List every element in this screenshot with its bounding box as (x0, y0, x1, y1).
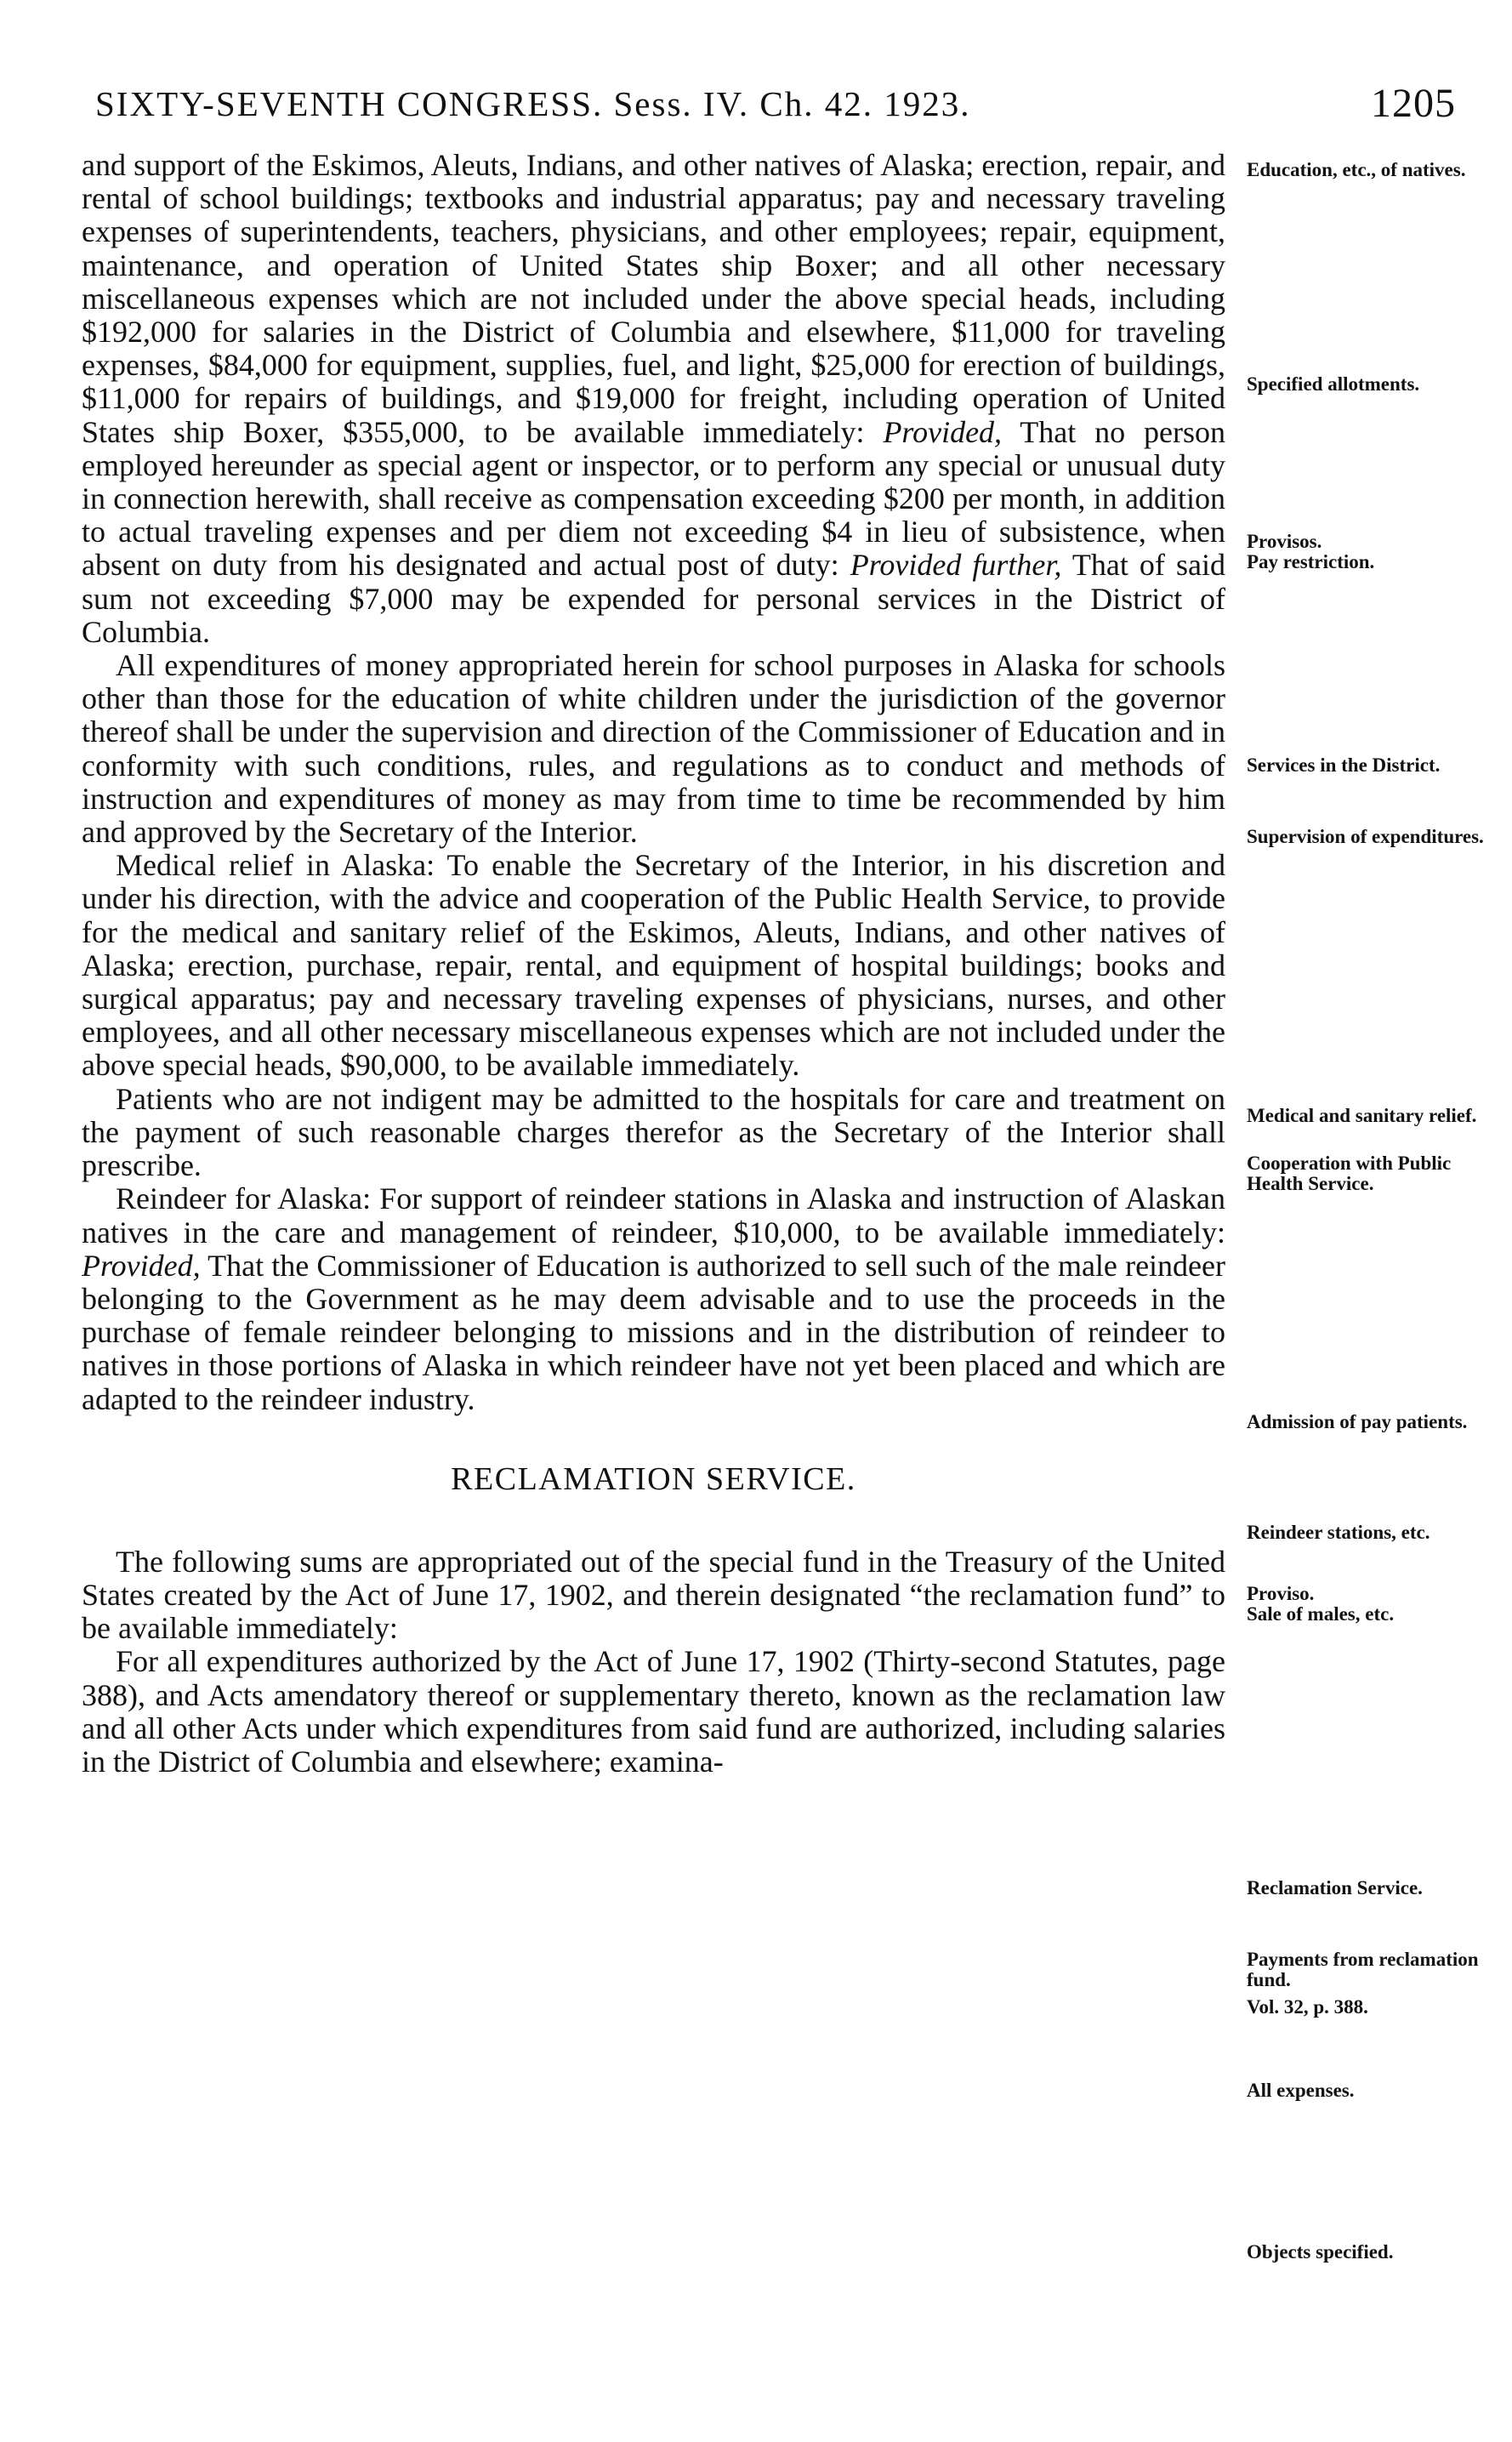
margin-note-reindeer: Reindeer stations, etc. (1247, 1522, 1430, 1543)
margin-note-allotments: Specified allotments. (1247, 373, 1420, 395)
provided-label: Provided, (883, 414, 1003, 449)
paragraph-text: That no person employed hereunder as special agent or inspector, or to perform any special or unusual duty in connection herewith, shall receive as compensation exceeding $200 per month, in addition to actual traveling expenses and per diem not exceeding $4 in lieu of subsistence, when absent on duty from his designated and actual post of duty: (82, 414, 1226, 583)
main-text (82, 149, 1225, 1779)
paragraph-supervision: All expenditures of money appropriated herein for school purposes in Alaska for schools other than those for the education of white children under the jurisdiction of the governor thereof shall be under the supervision and direction of the Commissioner of Education and in conformity with such conditions, rules, and regulations as to conduct and methods of instruction and expenditures of money as may from time to time be recommended by him and approved by the Secretary of the Interior. (82, 648, 1225, 850)
paragraph-pay-patients: Patients who are not indigent may be admitted to the hospitals for care and treatment on the payment of such reasonable charges therefor as the Secretary of the Interior shall prescribe. (82, 1081, 1225, 1183)
margin-note-education: Education, etc., of natives. (1247, 159, 1466, 180)
margin-note-proviso: Proviso. (1247, 1583, 1315, 1604)
page-number: 1205 (1371, 81, 1456, 126)
paragraph-text: That of said sum not exceeding $7,000 may be expended for personal services in the District of Columbia. (82, 548, 1225, 649)
margin-note-pay-restriction: Pay restriction. (1247, 551, 1375, 572)
provided-further-label: Provided further, (850, 548, 1062, 583)
margin-note-services-district: Services in the District. (1247, 754, 1441, 776)
margin-note-admission: Admission of pay patients. (1247, 1411, 1468, 1432)
section-title: RECLAMATION SERVICE. (451, 1460, 856, 1497)
page-header (95, 83, 1456, 134)
paragraph-reindeer (82, 1182, 1225, 1415)
margin-note-volume: Vol. 32, p. 388. (1247, 1996, 1368, 2018)
margin-note-supervision: Supervision of expenditures. (1247, 826, 1484, 847)
margin-note-provisos: Provisos. (1247, 531, 1322, 552)
paragraph-education-appropriation (82, 149, 1225, 649)
margin-note-medical: Medical and sanitary relief. (1247, 1105, 1477, 1126)
paragraph-text: Reindeer for Alaska: For support of reindeer stations in Alaska and instruction of Alaskan natives in the care and management of reindeer, $10,000, to be available immediately: (82, 1181, 1225, 1249)
paragraph-all-expenditures: For all expenditures authorized by the Act of June 17, 1902 (Thirty-second Statutes, page 388), and Acts amendatory thereof or supplementary thereto, known as the reclamation law and all other Acts under which expenditures from said fund are authorized, including salaries in the District of Columbia and elsewhere; examina- (82, 1644, 1225, 1779)
margin-note-all-expenses: All expenses. (1247, 2080, 1355, 2101)
paragraph-text: and support of the Eskimos, Aleuts, Indians, and other natives of Alaska; erection, repair, and rental of school buildings; textbooks and industrial apparatus; pay and necessary traveling expenses of superintendents, teachers, physicians, and other employees; repair, equipment, maintenance, and operation of United States ship Boxer; and all other necessary miscellaneous expenses which are not included under the above special heads, including $192,000 for salaries in the District of Columbia and elsewhere, $11,000 for traveling expenses, $84,000 for equipment, supplies, fuel, and light, $25,000 for erection of buildings, $11,000 for repairs of buildings, and $19,000 for freight, including operation of United States ship Boxer, $355,000, to be available immediately: (82, 148, 1225, 449)
margin-note-sale: Sale of males, etc. (1247, 1603, 1395, 1625)
paragraph-medical-relief: Medical relief in Alaska: To enable the Secretary of the Interior, in his discretion and under his direction, with the advice and cooperation of the Public Health Service, to provide for the medical and sanitary relief of the Eskimos, Aleuts, Indians, and other natives of Alaska; erection, purchase, repair, rental, and equipment of hospital buildings; books and surgical apparatus; pay and necessary traveling expenses of physicians, nurses, and other employees, and all other necessary miscellaneous expenses which are not included under the above special heads, $90,000, to be available immediately. (82, 848, 1225, 1083)
running-head: SIXTY-SEVENTH CONGRESS. Sess. IV. Ch. 42. 1923. (95, 84, 971, 123)
paragraph-text: That the Commissioner of Education is authorized to sell such of the male reindeer belonging to the Government as he may deem advisable and to use the proceeds in the purchase of female reindeer belonging to missions and in the distribution of reindeer to natives in those portions of Alaska in which reindeer have not yet been placed and which are adapted to the reindeer industry. (82, 1248, 1225, 1416)
paragraph-reclamation-fund: The following sums are appropriated out of the special fund in the Treasury of the United States created by the Act of June 17, 1902, and therein designated “the reclamation fund” to be available immediately: (82, 1544, 1225, 1646)
margin-note-objects: Objects specified. (1247, 2241, 1394, 2263)
provided-label: Provided, (82, 1248, 201, 1283)
margin-note-payments: Payments from reclamation fund. (1247, 1949, 1479, 1990)
margin-note-reclamation: Reclamation Service. (1247, 1877, 1423, 1898)
margin-note-cooperation: Cooperation with Public Health Service. (1247, 1153, 1452, 1194)
